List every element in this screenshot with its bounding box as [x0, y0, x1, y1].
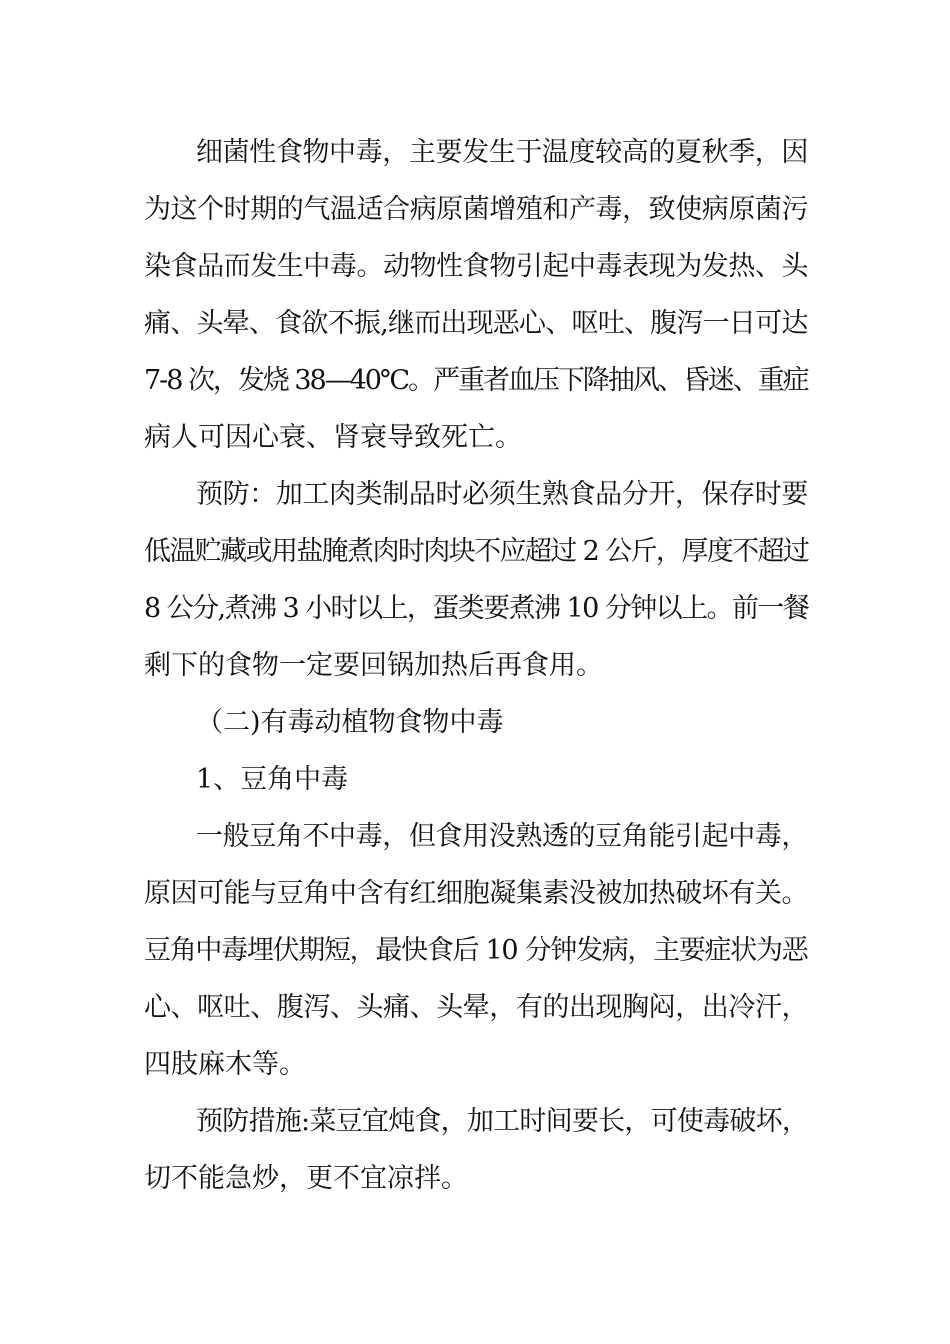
- paragraph-line: 剩下的食物一定要回锅加热后再食用。: [144, 650, 603, 681]
- paragraph-line: 预防：加工肉类制品时必须生熟食品分开，保存时要: [196, 479, 809, 510]
- paragraph-line: 低温贮藏或用盐腌煮肉时肉块不应超过 2 公斤，厚度不超过: [144, 536, 809, 567]
- subsection-heading: 1、豆角中毒: [196, 764, 349, 795]
- paragraph-line: 染食品而发生中毒。动物性食物引起中毒表现为发热、头: [144, 251, 808, 282]
- paragraph-line: 痛、头晕、食欲不振,继而出现恶心、呕吐、腹泻一日可达: [144, 308, 808, 339]
- section-heading: （二)有毒动植物食物中毒: [196, 707, 504, 738]
- paragraph-line: 一般豆角不中毒，但食用没熟透的豆角能引起中毒，: [196, 821, 809, 852]
- paragraph-line: 8 公分,煮沸 3 小时以上，蛋类要煮沸 10 分钟以上。前一餐: [144, 593, 809, 624]
- paragraph-line: 心、呕吐、腹泻、头痛、头晕，有的出现胸闷，出冷汗，: [144, 992, 808, 1023]
- paragraph-line: 切不能急炒，更不宜凉拌。: [144, 1163, 468, 1194]
- paragraph-line: 四肢麻木等。: [144, 1049, 306, 1080]
- paragraph-line: 为这个时期的气温适合病原菌增殖和产毒，致使病原菌污: [144, 194, 808, 225]
- paragraph-line: 预防措施:菜豆宜炖食，加工时间要长，可使毒破坏，: [196, 1106, 809, 1137]
- paragraph-line: 7-8 次，发烧 38—40℃。严重者血压下降抽风、昏迷、重症: [144, 365, 808, 396]
- paragraph-line: 细菌性食物中毒，主要发生于温度较高的夏秋季，因: [196, 137, 809, 168]
- paragraph-line: 原因可能与豆角中含有红细胞凝集素没被加热破坏有关。: [144, 878, 808, 909]
- paragraph-line: 病人可因心衰、肾衰导致死亡。: [144, 422, 522, 453]
- paragraph-line: 豆角中毒埋伏期短，最快食后 10 分钟发病，主要症状为恶: [144, 935, 808, 966]
